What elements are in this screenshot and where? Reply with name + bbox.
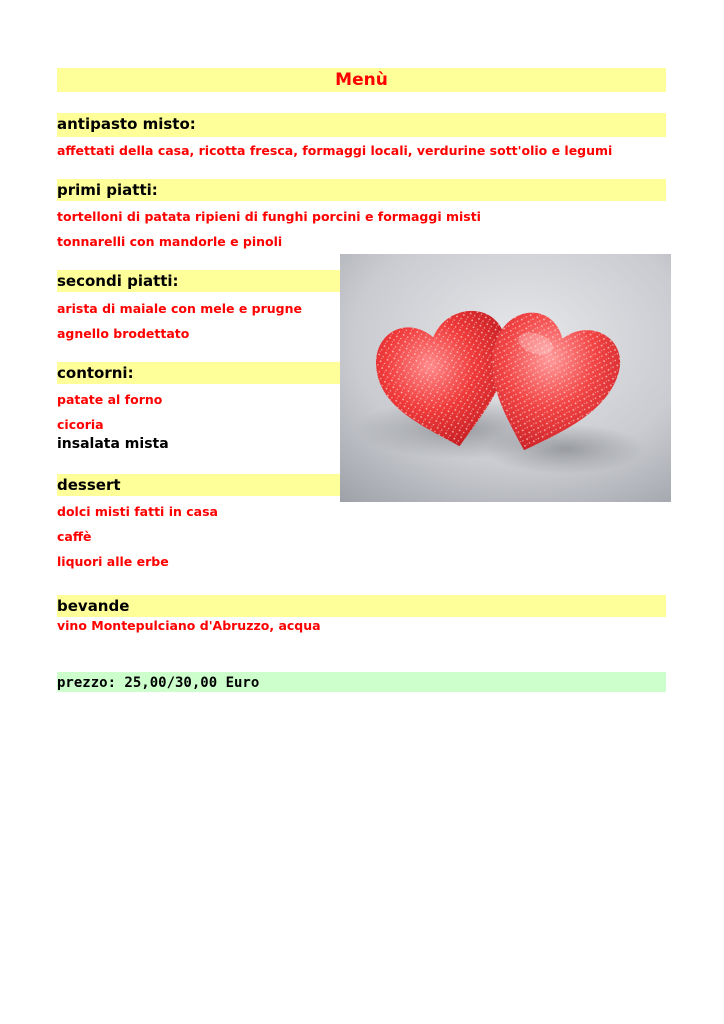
section-heading-antipasto: antipasto misto: — [57, 115, 196, 133]
section-heading-secondi: secondi piatti: — [57, 272, 179, 290]
section-antipasto-bar — [57, 113, 666, 137]
list-item: tortelloni di patata ripieni di funghi porcini e formaggi misti — [57, 209, 481, 224]
list-item: insalata mista — [57, 436, 169, 452]
list-item: liquori alle erbe — [57, 554, 169, 569]
page-title: Menù — [335, 70, 388, 90]
list-item: agnello brodettato — [57, 326, 190, 341]
list-item: tonnarelli con mandorle e pinoli — [57, 234, 283, 249]
list-item: dolci misti fatti in casa — [57, 504, 218, 519]
list-item: patate al forno — [57, 392, 163, 407]
section-primi-bar — [57, 179, 666, 201]
section-bevande-bar — [57, 595, 666, 617]
price-bar — [57, 672, 666, 692]
section-heading-dessert: dessert — [57, 476, 121, 494]
section-heading-contorni: contorni: — [57, 364, 134, 382]
title-bar — [57, 68, 666, 92]
list-item: vino Montepulciano d'Abruzzo, acqua — [57, 618, 321, 633]
section-heading-bevande: bevande — [57, 597, 130, 615]
list-item: caffè — [57, 529, 92, 544]
list-item: cicoria — [57, 417, 104, 432]
list-item: affettati della casa, ricotta fresca, formaggi locali, verdurine sott'olio e legumi — [57, 143, 613, 158]
candy-hearts-photo — [340, 254, 671, 502]
price-text: prezzo: 25,00/30,00 Euro — [57, 675, 260, 691]
list-item: arista di maiale con mele e prugne — [57, 301, 302, 316]
section-heading-primi: primi piatti: — [57, 181, 158, 199]
